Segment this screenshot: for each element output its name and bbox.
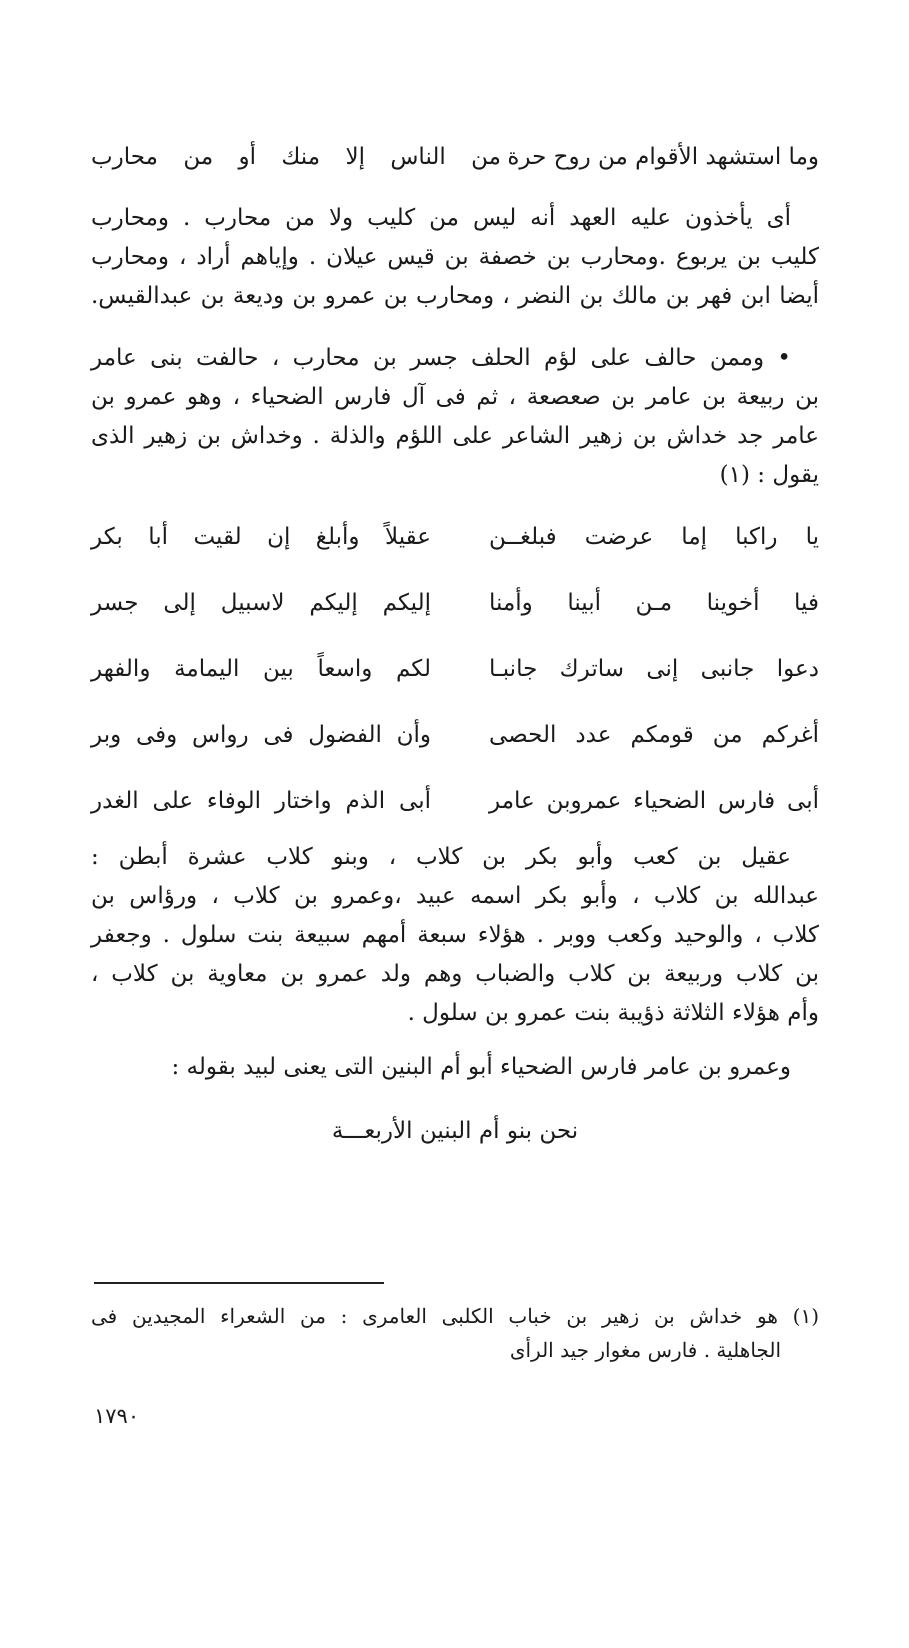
poem-verse-4 [91,718,819,752]
paragraph-3-line-1: عقيل بن كعب وأبو بكر بن كلاب ، وبنو كلاب عشرة أبطن : [91,844,791,870]
paragraph-2-line-4: يقول : (١) [719,462,819,488]
paragraph-1-line-2: كليب بن يربوع .ومحارب بن خصفة بن قيس عيلان . وإياهم أراد ، ومحارب [91,244,819,270]
poem-verse-3-second-hemistich: لكم واسعاً بين اليمامة والفهر [91,656,431,682]
opening-verse-second-hemistich: من الناس إلا منك أو من محارب [91,144,501,170]
poem-verse-3 [91,652,819,686]
paragraph-4: وعمرو بن عامر فارس الضحياء أبو أم البنين التى يعنى لبيد بقوله : [171,1054,791,1080]
poem-verse-4-first-hemistich: أغركم من قومكم عدد الحصى [489,722,819,748]
paragraph-3-line-5: وأم هؤلاء الثلاثة ذؤيبة بنت عمرو بن سلول . [407,1000,819,1026]
footnote-line-1: (١) هو خداش بن زهير بن خباب الكلبى العامرى : من الشعراء المجيدين فى [91,1304,819,1328]
centered-verse: نحن بنو أم البنين الأربعـــة [331,1118,579,1144]
poem-verse-1 [91,520,819,554]
paragraph-2-line-1: • وممن حالف على لؤم الحلف جسر بن محارب ، حالفت بنى عامر [91,345,791,371]
paragraph-1-line-1: أى يأخذون عليه العهد أنه ليس من كليب ولا من محارب . ومحارب [91,205,791,231]
paragraph-2-line-2: بن ربيعة بن عامر بن صعصعة ، ثم فى آل فارس الضحياء ، وهو عمرو بن [91,384,819,410]
poem-verse-5 [91,784,819,818]
poem-verse-4-second-hemistich: وأن الفضول فى رواس وفى وبر [91,722,431,748]
opening-verse [91,140,819,174]
poem-verse-3-first-hemistich: دعوا جانبى إنى ساترك جانبـا [489,656,819,682]
poem-verse-1-first-hemistich: يا راكبا إما عرضت فبلغــن [489,524,819,550]
paragraph-3-line-2: عبدالله بن كلاب ، وأبو بكر اسمه عبيد ،وعمرو بن كلاب ، ورؤاس بن [91,883,819,909]
poem-verse-1-second-hemistich: عقيلاً وأبلغ إن لقيت أبا بكر [91,524,431,550]
poem-verse-5-first-hemistich: أبى فارس الضحياء عمروبن عامر [489,788,819,814]
poem-verse-2-first-hemistich: فيا أخوينا مـن أبينا وأمنا [489,590,819,616]
poem-verse-2-second-hemistich: إليكم إليكم لاسبيل إلى جسر [91,590,431,616]
opening-verse-first-hemistich: وما استشهد الأقوام من روح حرة [507,144,819,170]
footnote-line-2: الجاهلية . فارس مغوار جيد الرأى [509,1338,781,1362]
paragraph-1-line-3: أيضا ابن فهر بن مالك بن النضر ، ومحارب بن عمرو بن وديعة بن عبدالقيس. [91,283,819,309]
paragraph-3-line-4: بن كلاب وربيعة بن كلاب والضباب وهم ولد عمرو بن معاوية بن كلاب ، [91,961,819,987]
page-number: ١٧٩٠ [94,1404,140,1428]
footnote-rule [94,1282,384,1284]
poem-verse-2 [91,586,819,620]
paragraph-2-line-3: عامر جد خداش بن زهير الشاعر على اللؤم والذلة . وخداش بن زهير الذى [91,423,819,449]
poem-verse-5-second-hemistich: أبى الذم واختار الوفاء على الغدر [91,788,431,814]
paragraph-3-line-3: كلاب ، والوحيد وكعب ووبر . هؤلاء سبعة أمهم سبيعة بنت سلول . وجعفر [91,922,819,948]
